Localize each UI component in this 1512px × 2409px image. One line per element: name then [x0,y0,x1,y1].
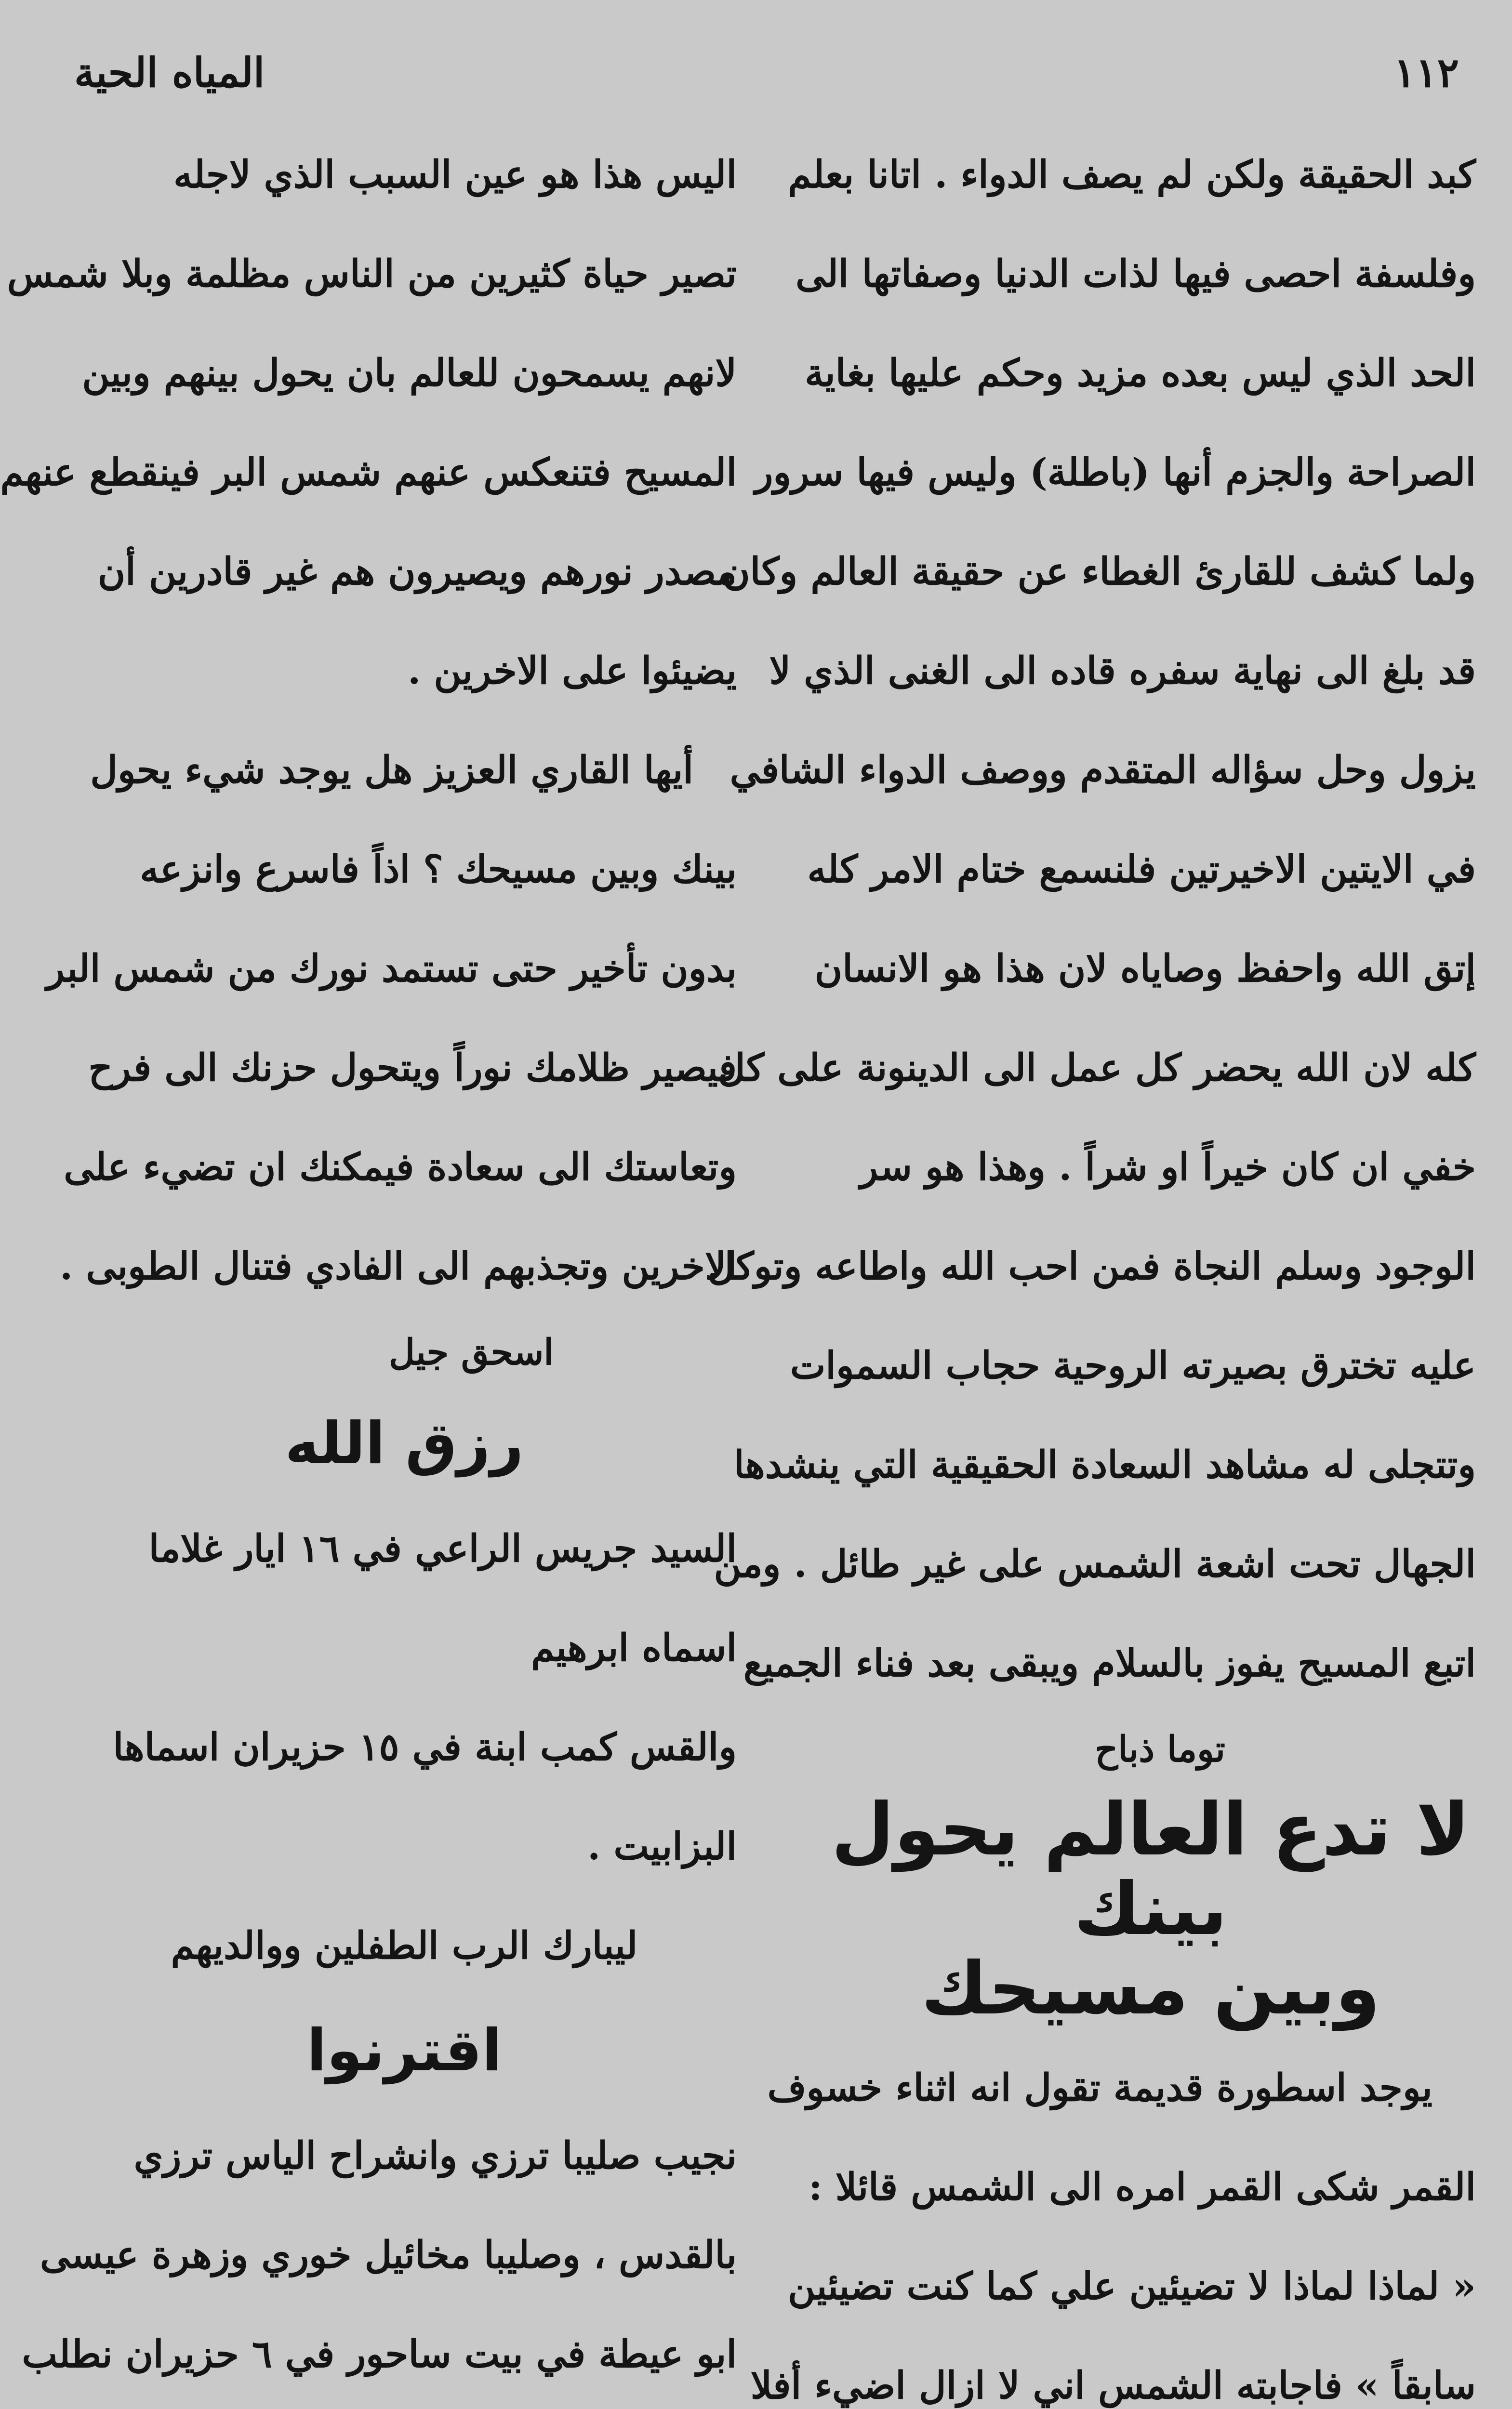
text-line: الجهال تحت اشعة الشمس على غير طائل . ومن [714,1542,1476,1586]
text-line: القمر شكى القمر امره الى الشمس قائلا : [808,2165,1476,2209]
text-line: كبد الحقيقة ولكن لم يصف الدواء . اتانا بعلم [788,153,1476,197]
text-line: وفلسفة احصى فيها لذات الدنيا وصفاتها الى [796,252,1476,296]
text-line: سابقاً » فاجابته الشمس اني لا ازال اضيء أفلا [750,2364,1476,2408]
text-line: مصدر نورهم ويصيرون هم غير قادرين أن [97,550,737,594]
page-number: ١١٢ [1393,48,1459,96]
text-line: نجيب صليبا ترزي وانشراح الياس ترزي [133,2134,737,2178]
text-line: فيصير ظلامك نوراً ويتحول حزنك الى فرح [88,1046,737,1090]
text-line: الوجود وسلم النجاة فمن احب الله واطاعه وتوكل [707,1244,1476,1288]
text-line: ولما كشف للقارئ الغطاء عن حقيقة العالم وكان [722,550,1476,594]
text-line: أيها القاري العزيز هل يوجد شيء يحول [90,748,693,792]
right-column [707,125,1476,2409]
text-line: كله لان الله يحضر كل عمل الى الدينونة على كل [717,1046,1476,1090]
left-column [0,125,737,2409]
text-line: السيد جريس الراعي في ١٦ ايار غلاما [148,1527,737,1571]
text-line: عليه تخترق بصيرته الروحية حجاب السموات [790,1344,1476,1388]
text-line: المسيح فتنعكس عنهم شمس البر فينقطع عنهم [0,450,737,494]
text-line: يضيئوا على الاخرين . [408,649,737,693]
text-line: بينك وبين مسيحك ؟ اذاً فاسرع وانزعه [140,847,737,891]
text-line: اتبع المسيح يفوز بالسلام ويبقى بعد فناء الجميع [743,1641,1476,1685]
text-line: لانهم يسمحون للعالم بان يحول بينهم وبين [82,351,737,395]
text-line: « لماذا لماذا لا تضيئين علي كما كنت تضيئين [788,2264,1476,2308]
marriages-heading: اقترنوا [306,2017,502,2084]
text-line: يوجد اسطورة قديمة تقول انه اثناء خسوف [767,2066,1432,2110]
author-signature: اسحق جيل [389,1332,554,1373]
text-line: قد بلغ الى نهاية سفره قاده الى الغنى الذي لا [769,649,1476,693]
author-signature: توما ذباح [1095,1729,1225,1770]
text-line: إتق الله واحفظ وصاياه لان هذا هو الانسان [814,947,1476,991]
text-line: ابو عيطة في بيت ساحور في ٦ حزيران نطلب [22,2332,737,2376]
text-line: اسماه ابرهيم [531,1626,737,1670]
publication-title: المياه الحية [74,48,265,96]
page-header [74,34,1459,111]
article-title-line: لا تدع العالم يحول بينك [831,1788,1470,1951]
text-line: اليس هذا هو عين السبب الذي لاجله [173,153,737,197]
text-line [72,2404,737,2409]
text-line: الصراحة والجزم أنها (باطلة) وليس فيها سرور [755,450,1476,494]
text-line: الاخرين وتجذبهم الى الفادي فتنال الطوبى . [60,1244,737,1288]
text-line: الحد الذي ليس بعده مزيد وحكم عليها بغاية [805,351,1476,395]
text-line: البزابيت . [587,1825,737,1868]
text-line: يزول وحل سؤاله المتقدم ووصف الدواء الشافي [729,748,1476,792]
text-line: وتتجلى له مشاهد السعادة الحقيقية التي ينشدها [733,1443,1476,1487]
text-line: في الايتين الاخيرتين فلنسمع ختام الامر كله [807,847,1476,891]
births-heading: رزق الله [285,1410,524,1477]
article-title-line: وبين مسيحك [921,1947,1380,2031]
text-line: بالقدس ، وصليبا مخائيل خوري وزهرة عيسى [40,2233,737,2277]
blessing-line: ليبارك الرب الطفلين ووالديهم [171,1924,638,1968]
text-line: تصير حياة كثيرين من الناس مظلمة وبلا شمس [7,252,737,296]
text-line: خفي ان كان خيراً او شراً . وهذا هو سر [860,1145,1476,1189]
text-line: والقس كمب ابنة في ١٥ حزيران اسماها [113,1725,737,1769]
article-title [825,1790,1476,2029]
text-line: بدون تأخير حتى تستمد نورك من شمس البر [46,947,737,991]
text-line: وتعاستك الى سعادة فيمكنك ان تضيء على [64,1145,737,1189]
